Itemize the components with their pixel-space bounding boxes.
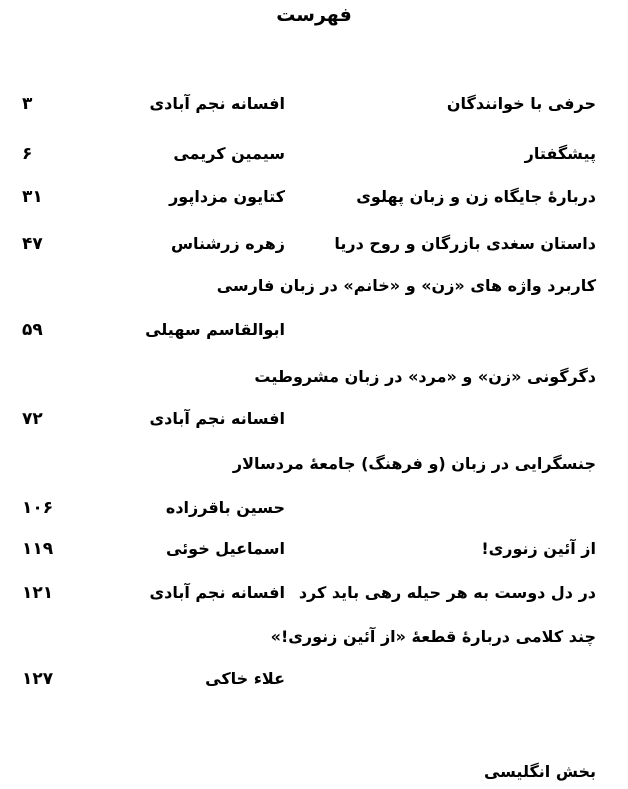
entry-title: پیشگفتار [524, 144, 596, 163]
entry-author: ابوالقاسم سهیلی [145, 320, 285, 339]
entry-page: ۳۱ [22, 187, 43, 207]
entry-title: از آئین زنوری! [481, 539, 596, 558]
entry-author: سیمین کریمی [173, 144, 285, 163]
entry-page: ۱۲۱ [22, 583, 54, 603]
toc-entry [0, 89, 628, 119]
entry-page: ۵۹ [22, 320, 43, 340]
entry-author: حسین باقرزاده [165, 498, 285, 517]
entry-title: داستان سغدی بازرگان و روح دریا [334, 234, 596, 253]
section-heading: بخش انگلیسی [483, 762, 596, 781]
toc-entry-title-line [0, 449, 628, 479]
toc-entry [0, 534, 628, 564]
entry-author: علاء خاکی [205, 669, 285, 688]
toc-entry [0, 182, 628, 212]
toc-entry [0, 578, 628, 608]
entry-page: ۶ [22, 144, 33, 164]
entry-page: ۱۰۶ [22, 498, 54, 518]
entry-title: دربارۀ جایگاه زن و زبان پهلوی [356, 187, 596, 206]
entry-author: کتایون مزداپور [169, 187, 285, 206]
entry-page: ۳ [22, 94, 33, 114]
toc-entry [0, 315, 628, 345]
toc-entry [0, 139, 628, 169]
entry-author: زهره زرشناس [170, 234, 285, 253]
toc-entry [0, 493, 628, 523]
entry-author: افسانه نجم آبادی [149, 94, 285, 113]
toc-entry [0, 664, 628, 694]
entry-page: ۷۲ [22, 409, 43, 429]
entry-page: ۱۱۹ [22, 539, 54, 559]
entry-page: ۴۷ [22, 234, 43, 254]
entry-page: ۱۲۷ [22, 669, 54, 689]
entry-title: جنسگرایی در زبان (و فرهنگ) جامعۀ مردسالار [232, 454, 596, 473]
toc-entry-title-line [0, 271, 628, 301]
entry-author: افسانه نجم آبادی [149, 583, 285, 602]
toc-entry-title-line [0, 622, 628, 652]
entry-title: در دل دوست به هر حیله رهی باید کرد [298, 583, 596, 602]
entry-title: کاربرد واژه های «زن» و «خانم» در زبان فارسی [216, 276, 596, 295]
toc-entry-title-line [0, 362, 628, 392]
entry-author: اسماعیل خوئی [165, 539, 285, 558]
toc-entry [0, 404, 628, 434]
toc-entry [0, 229, 628, 259]
entry-title: چند کلامی دربارۀ قطعۀ «از آئین زنوری!» [270, 627, 596, 646]
entry-title: دگرگونی «زن» و «مرد» در زبان مشروطیت [254, 367, 596, 386]
page-title: فهرست [276, 4, 352, 26]
entry-author: افسانه نجم آبادی [149, 409, 285, 428]
entry-title: حرفی با خوانندگان [446, 94, 596, 113]
